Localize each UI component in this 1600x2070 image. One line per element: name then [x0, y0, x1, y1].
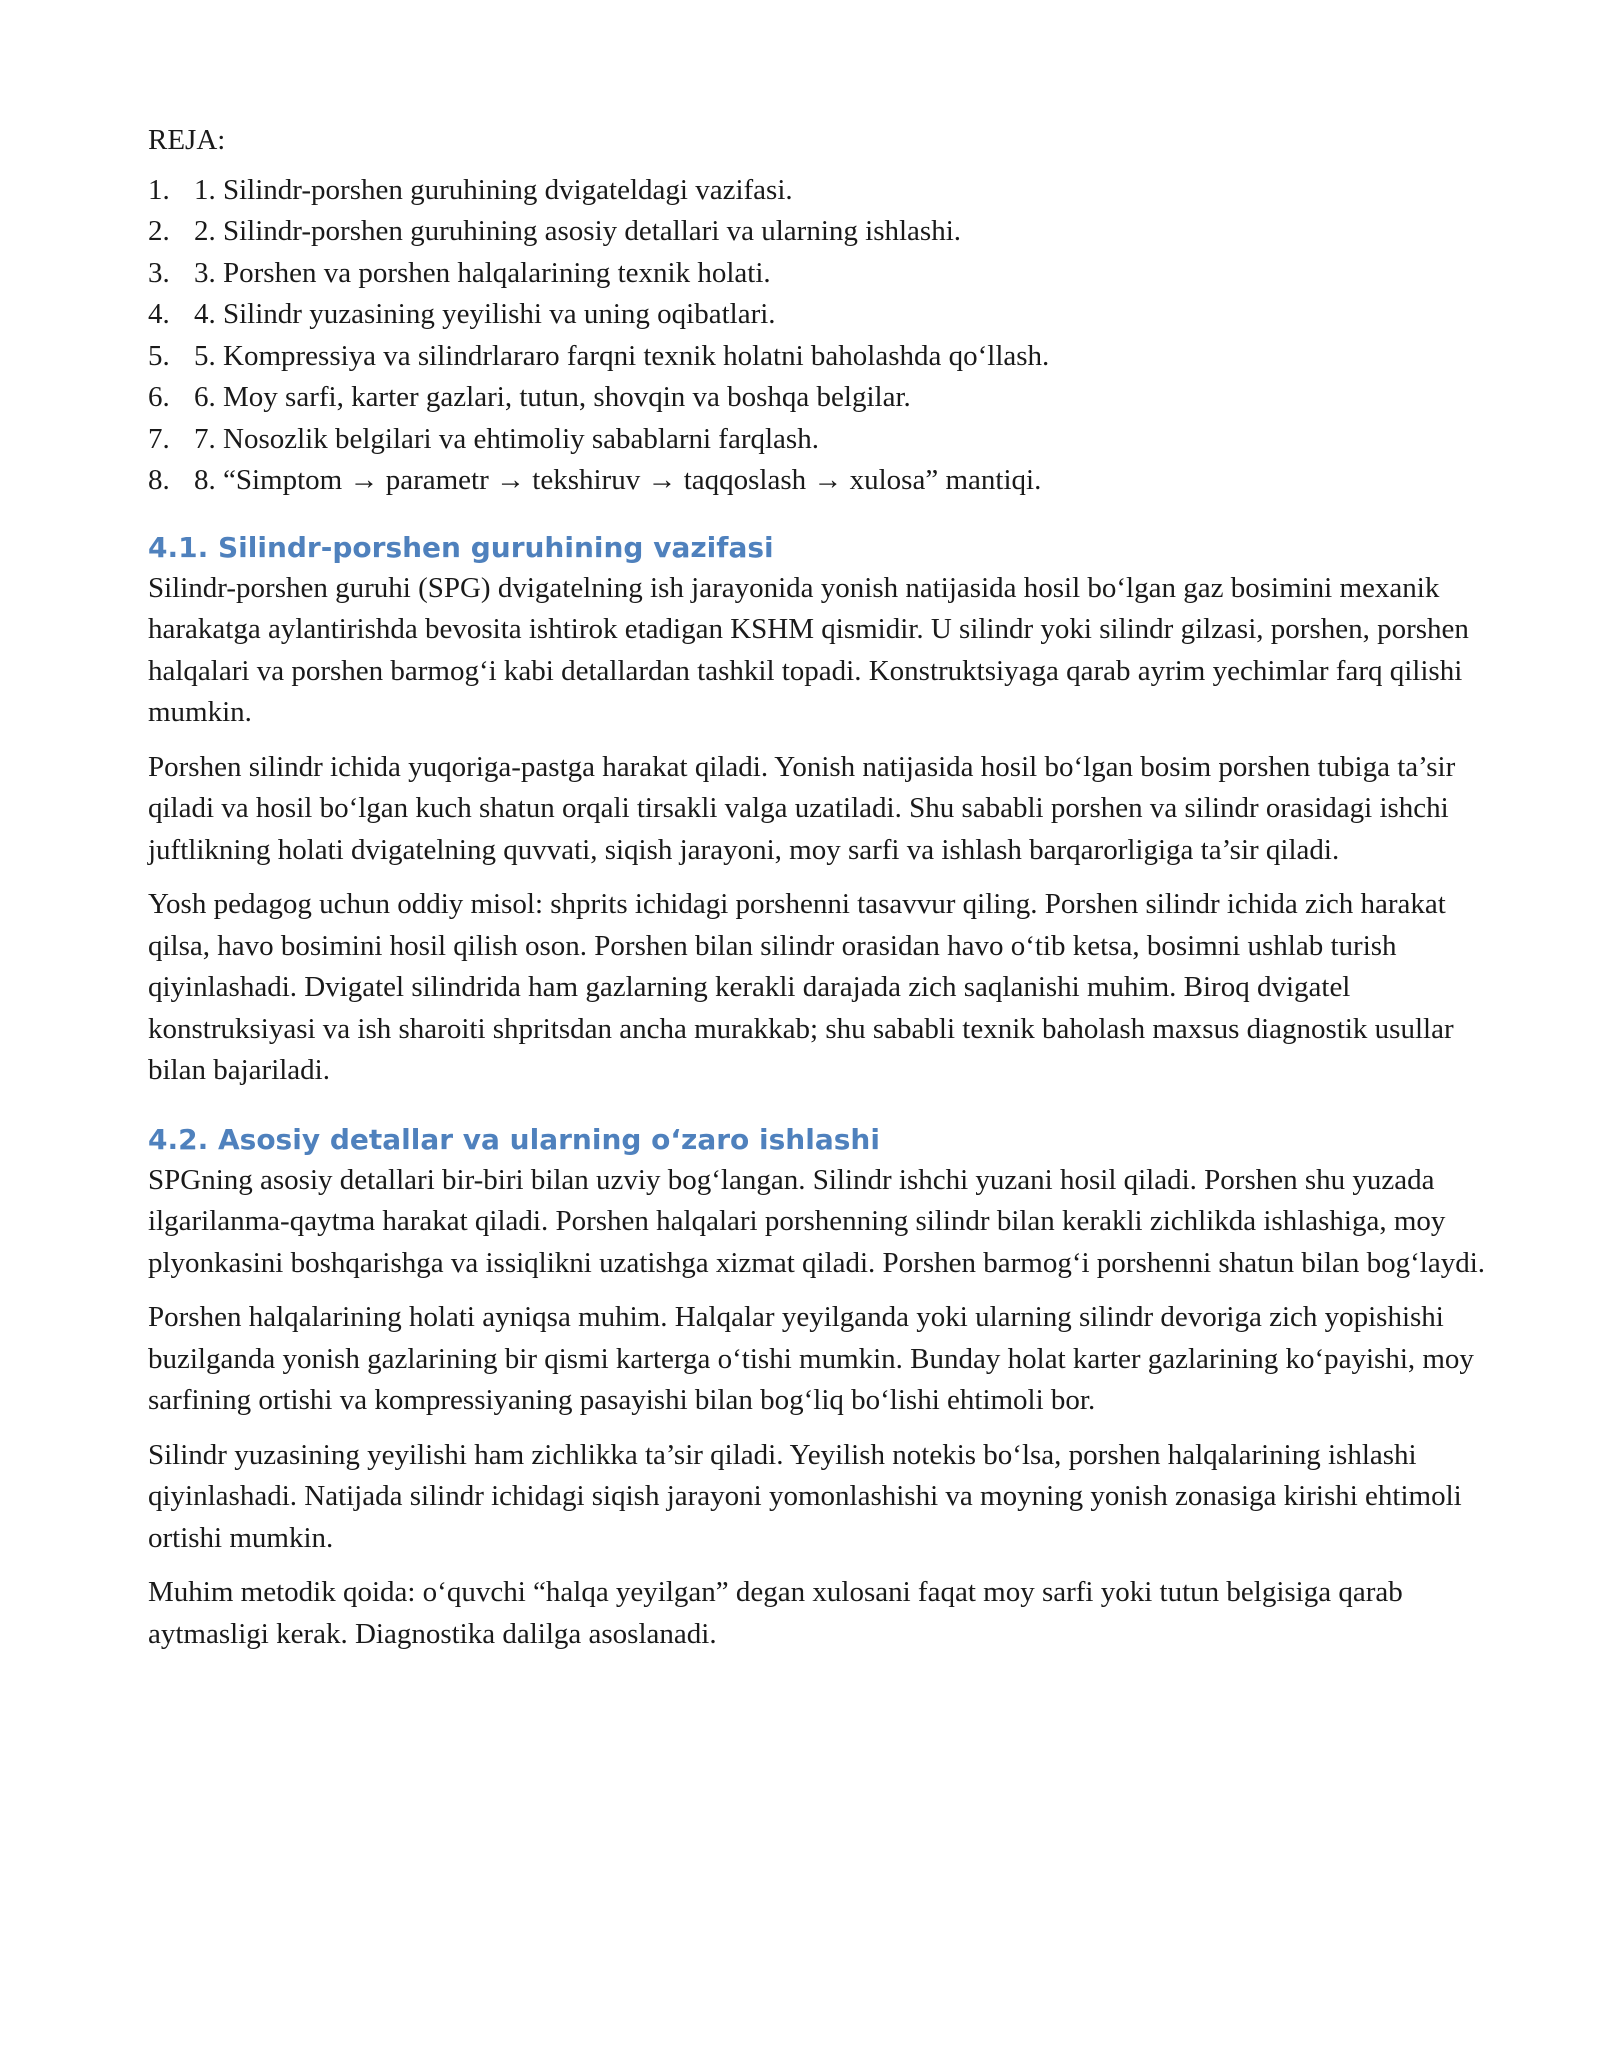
- plan-item-number: 8.: [148, 464, 170, 496]
- section-4-2-paragraph: Porshen halqalarining holati ayniqsa muhim. Halqalar yeyilganda yoki ularning silindr devoriga zich yopishishi buzilganda yonish gazlarining bir qismi karterga o‘tishi mumkin. Bunday holat karter gazlarining ko‘payishi, moy sarfining ortishi va kompressiyaning pasayishi bilan bog‘liq bo‘lishi ehtimoli bor.: [148, 1301, 1474, 1416]
- plan-item-number: 4.: [148, 298, 170, 330]
- plan-item: [148, 253, 1488, 295]
- section-4-1-paragraph: Yosh pedagog uchun oddiy misol: shprits ichidagi porshenni tasavvur qiling. Porshen silindr ichida zich harakat qilsa, havo bosimini hosil qilish oson. Porshen bilan silindr orasidan havo o‘tib ketsa, bosimni ushlab turish qiyinlashadi. Dvigatel silindrida ham gazlarning kerakli darajada zich saqlanishi muhim. Biroq dvigatel konstruksiyasi va ish sharoiti shpritsdan ancha murakkab; shu sababli texnik baholash maxsus diagnostik usullar bilan bajariladi.: [148, 888, 1454, 1086]
- plan-item-number: 7.: [148, 422, 170, 455]
- plan-item: [148, 377, 1488, 419]
- document-page: [148, 120, 1488, 1668]
- plan-item-number: 3.: [148, 256, 170, 289]
- plan-item: [148, 170, 1488, 212]
- plan-item: [148, 336, 1488, 378]
- plan-item-number: 2.: [148, 215, 170, 247]
- section-4-2-paragraph: SPGning asosiy detallari bir-biri bilan uzviy bog‘langan. Silindr ishchi yuzani hosil qiladi. Porshen shu yuzada ilgarilanma-qaytma harakat qiladi. Porshen halqalari porshenning silindr bilan kerakli zichlikda ishlashiga, moy plyonkasini boshqarishga va issiqlikni uzatishga xizmat qiladi. Porshen barmog‘i porshenni shatun bilan bog‘laydi.: [148, 1163, 1486, 1279]
- plan-item-text: 7. Nosozlik belgilari va ehtimoliy sabablarni farqlash.: [194, 422, 819, 455]
- section-4-1-paragraph: Silindr-porshen guruhi (SPG) dvigatelning ish jarayonida yonish natijasida hosil bo‘lgan gaz bosimini mexanik harakatga aylantirishda bevosita ishtirok etadigan KSHM qismidir. U silindr yoki silindr gilzasi, porshen, porshen halqalari va porshen barmog‘i kabi detallardan tashkil topadi. Konstruktsiyaga qarab ayrim yechimlar farq qilishi mumkin.: [148, 571, 1469, 728]
- plan-item: [148, 419, 1488, 461]
- section-4-1-paragraph: Porshen silindr ichida yuqoriga-pastga harakat qiladi. Yonish natijasida hosil bo‘lgan bosim porshen tubiga ta’sir qiladi va hosil bo‘lgan kuch shatun orqali tirsakli valga uzatiladi. Shu sababli porshen va silindr orasidagi ishchi juftlikning holati dvigatelning quvvati, siqish jarayoni, moy sarfi va ishlash barqarorligiga ta’sir qiladi.: [148, 750, 1456, 866]
- plan-list: [148, 170, 1488, 502]
- plan-item-text: 5. Kompressiya va silindrlararo farqni texnik holatni baholashda qo‘llash.: [194, 339, 1050, 372]
- section-4-2-paragraph: Muhim metodik qoida: o‘quvchi “halqa yeyilgan” degan xulosani faqat moy sarfi yoki tutun belgisiga qarab aytmasligi kerak. Diagnostika dalilga asoslanadi.: [148, 1576, 1403, 1650]
- plan-item: [148, 211, 1488, 253]
- plan-item-text: 3. Porshen va porshen halqalarining texnik holati.: [194, 256, 771, 289]
- plan-item-text: 8. “Simptom → parametr → tekshiruv → taqqoslash → xulosa” mantiqi.: [194, 464, 1042, 496]
- plan-item: [148, 460, 1488, 502]
- section-heading-4-2: 4.2. Asosiy detallar va ularning o‘zaro ishlashi: [148, 1122, 880, 1156]
- plan-item-number: 5.: [148, 339, 170, 372]
- plan-item-text: 4. Silindr yuzasining yeyilishi va uning oqibatlari.: [194, 298, 776, 330]
- plan-item-text: 1. Silindr-porshen guruhining dvigateldagi vazifasi.: [194, 173, 793, 206]
- plan-item: [148, 294, 1488, 336]
- plan-item-text: 2. Silindr-porshen guruhining asosiy detallari va ularning ishlashi.: [194, 215, 961, 247]
- section-4-2-paragraph: Silindr yuzasining yeyilishi ham zichlikka ta’sir qiladi. Yeyilish notekis bo‘lsa, porshen halqalarining ishlashi qiyinlashadi. Natijada silindr ichidagi siqish jarayoni yomonlashishi va moyning yonish zonasiga kirishi ehtimoli ortishi mumkin.: [148, 1438, 1462, 1554]
- plan-item-text: 6. Moy sarfi, karter gazlari, tutun, shovqin va boshqa belgilar.: [194, 381, 911, 413]
- section-heading-4-1: 4.1. Silindr-porshen guruhining vazifasi: [148, 530, 774, 564]
- plan-item-number: 1.: [148, 173, 170, 206]
- plan-title: REJA:: [148, 124, 226, 156]
- plan-item-number: 6.: [148, 381, 170, 413]
